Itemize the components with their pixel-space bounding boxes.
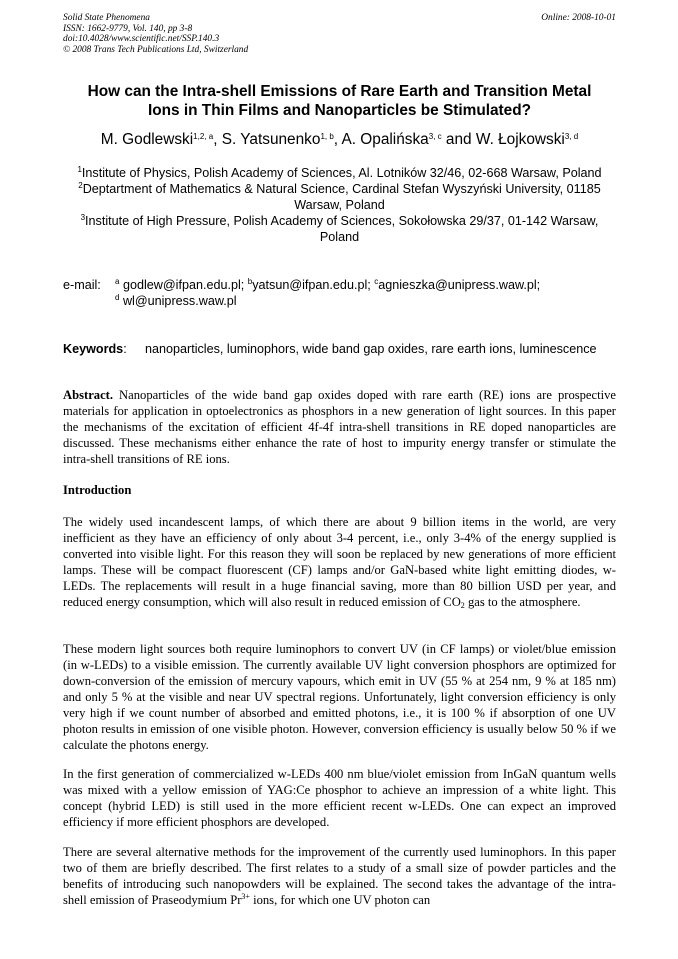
- author-separator: ,: [213, 131, 222, 148]
- superscript: 3+: [241, 892, 250, 901]
- email-separator: ;: [240, 278, 248, 292]
- author-affil-mark: 1,2, a: [193, 132, 214, 141]
- intro-paragraph-1: [63, 514, 616, 610]
- keywords-block: [63, 341, 616, 357]
- abstract-paragraph: [63, 387, 616, 467]
- author-name: M. Godlewski: [100, 131, 194, 148]
- keywords-label-text: Keywords: [63, 342, 124, 356]
- author-affil-mark: 3, c: [428, 132, 442, 141]
- email-address[interactable]: agnieszka@unipress.waw.pl: [378, 278, 537, 292]
- paragraph-text: There are several alternative methods for the improvement of the currently used luminophors. In this paper two of them are briefly described. The first relates to a study of a small size of powder particles and the benefits of introducing such nanopowders will be explained. The second takes the advantage of the intra-shell emission of Praseodymium Pr: [63, 845, 616, 907]
- affiliation-text: Deptartment of Mathematics & Natural Science, Cardinal Stefan Wyszyński University, 01185 Warsaw, Poland: [82, 182, 601, 212]
- title-line-2: Ions in Thin Films and Nanoparticles be Stimulated?: [147, 102, 532, 119]
- intro-paragraph-3: In the first generation of commercialized w-LEDs 400 nm blue/violet emission from InGaN quantum wells was mixed with a yellow emission of YAG:Ce phosphor to achieve an impression of a white light. This concept (hybrid LED) is still used in the more efficient recent w-LEDs. One can expect an improved efficiency if more efficient phosphors are developed.: [63, 767, 616, 829]
- affiliation-item: [63, 213, 616, 245]
- author-affil-mark: 3, d: [564, 132, 579, 141]
- section-heading-introduction: Introduction: [63, 483, 132, 497]
- email-mark: c: [374, 277, 379, 286]
- paragraph-text: gas to the atmosphere.: [464, 595, 581, 609]
- author-affil-mark: 1, b: [320, 132, 334, 141]
- doi-line[interactable]: doi:10.4028/www.scientific.net/SSP.140.3: [63, 34, 220, 45]
- paper-title: [63, 82, 616, 120]
- email-separator: ;: [536, 278, 541, 292]
- title-line-1: How can the Intra-shell Emissions of Rare Earth and Transition Metal: [87, 83, 592, 100]
- author-list: [63, 131, 616, 149]
- email-mark: b: [247, 277, 253, 286]
- email-address[interactable]: godlew@ifpan.edu.pl: [122, 278, 241, 292]
- online-date: Online: 2008-10-01: [541, 13, 616, 23]
- paragraph-text: ions, for which one UV photon can: [249, 893, 431, 907]
- affiliation-text: Institute of Physics, Polish Academy of Sciences, Al. Lotników 32/46, 02-668 Warsaw, Poland: [81, 166, 602, 180]
- journal-name: Solid State Phenomena: [63, 13, 150, 23]
- email-mark: d: [115, 293, 120, 302]
- author-separator: and: [441, 131, 476, 148]
- keywords-label: [63, 341, 127, 357]
- author-name: W. Łojkowski: [475, 131, 565, 148]
- email-separator: ;: [367, 278, 375, 292]
- affiliation-text: Institute of High Pressure, Polish Academy of Sciences, Sokołowska 29/37, 01-142 Warsaw, Poland: [85, 214, 599, 244]
- subscript: 2: [460, 601, 465, 610]
- author-name: S. Yatsunenko: [221, 131, 321, 148]
- issn-line: ISSN: 1662-9779, Vol. 140, pp 3-8: [63, 23, 193, 34]
- keywords-colon: :: [123, 342, 127, 356]
- intro-paragraph-2: These modern light sources both require luminophors to convert UV (in CF lamps) or violet/blue emission (in w-LEDs) to a visible emission. The currently available UV light conversion phosphors are optimized for down-conversion of the emission of mercury vapours, which emit in UV (55 % at 254 nm, 9 % at 185 nm) and only 5 % at the visible and near UV spectral regions. Unfortunately, light conversion efficiency is only very high if we count number of absorbed and emitted photons, i.e., it is 100 % if absorption of one UV photon results in emission of one visible photon. However, conversion efficiency is usually below 50 % if we calculate the photons energy.: [63, 642, 616, 752]
- affiliation-item: [63, 165, 616, 181]
- email-mark: a: [115, 277, 120, 286]
- affiliation-list: [63, 165, 616, 245]
- affiliation-number: 3: [80, 213, 86, 222]
- intro-paragraph-4: [63, 844, 616, 908]
- affiliation-number: 2: [78, 181, 83, 190]
- email-label: e-mail:: [63, 278, 101, 292]
- email-address[interactable]: wl@unipress.waw.pl: [122, 294, 237, 308]
- copyright-line: © 2008 Trans Tech Publications Ltd, Switzerland: [63, 44, 249, 55]
- email-address[interactable]: yatsun@ifpan.edu.pl: [252, 278, 368, 292]
- affiliation-number: 1: [77, 165, 82, 174]
- abstract-text: Nanoparticles of the wide band gap oxides doped with rare earth (RE) ions are prospective materials for application in optoelectronics as phosphors in a new generation of light sources. In this paper the mechanisms of the excitation of efficient 4f-4f intra-shell transitions in RE doped nanoparticles are discussed. These mechanisms either enhance the rate of host to impurity energy transfer or stimulate the intra-shell transitions of RE ions.: [63, 388, 616, 466]
- keywords-text: nanoparticles, luminophors, wide band gap oxides, rare earth ions, luminescence: [145, 342, 597, 356]
- abstract-label: Abstract.: [63, 388, 114, 402]
- paragraph-text: The widely used incandescent lamps, of which there are about 9 billion items in the world, are very inefficient as they have an efficiency of only about 3-4 percent, i.e., only 3-4% of the energy supplied is converted into visible light. For this reason they will soon be replaced by new generations of more efficient lamps. These will be compact fluorescent (CF) lamps and/or GaN-based white light emitting diodes, w-LEDs. The replacements will result in a huge financial saving, more than 80 billion USD per year, and reduced energy consumption, which will also result in reduced emission of CO: [63, 515, 616, 609]
- journal-header: [63, 13, 248, 55]
- author-separator: ,: [333, 131, 342, 148]
- email-list: [115, 277, 615, 309]
- author-name: A. Opalińska: [341, 131, 429, 148]
- affiliation-item: [63, 181, 616, 213]
